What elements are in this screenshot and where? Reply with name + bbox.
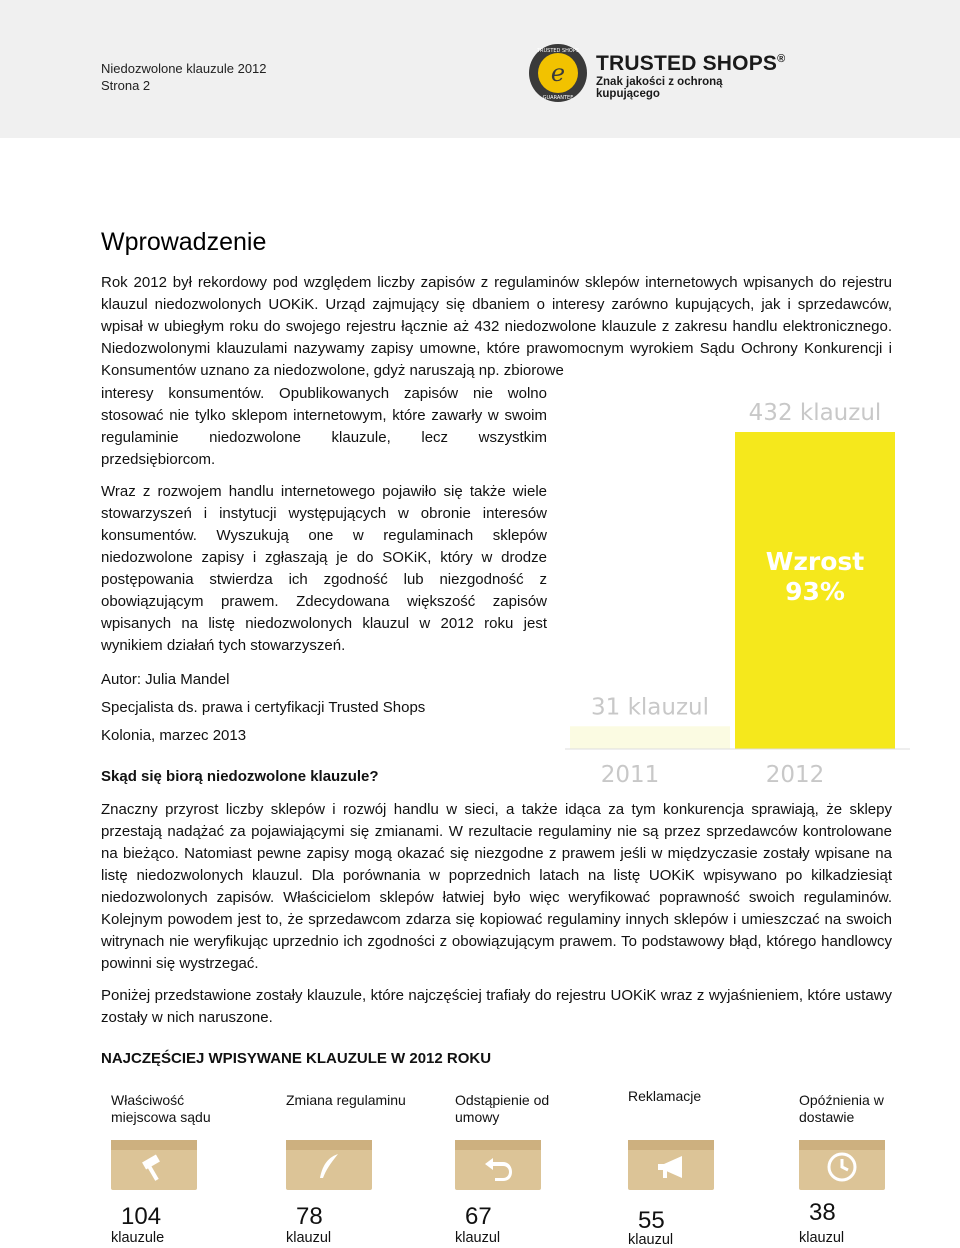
clause-unit: klauzul xyxy=(799,1230,845,1246)
doc-title: Niedozwolone klauzule 2012 xyxy=(101,61,267,76)
brand-tagline: Znak jakości z ochroną kupującego xyxy=(596,76,723,100)
clause-label: Odstąpienie od umowy xyxy=(455,1092,550,1125)
box-icon xyxy=(628,1140,714,1190)
clause-item-complaints xyxy=(628,1088,778,1248)
box-flap xyxy=(628,1140,714,1150)
trusted-shops-seal-icon xyxy=(528,43,588,103)
bar-2011 xyxy=(570,726,730,749)
author-role: Specjalista ds. prawa i certyfikacji Trusted Shops xyxy=(101,699,426,716)
clause-count: 104 xyxy=(121,1203,162,1230)
return-arrow-icon xyxy=(481,1150,515,1184)
data-label-2012: 432 klauzul xyxy=(748,400,882,426)
clause-unit: klauzul xyxy=(628,1232,674,1248)
box-icon xyxy=(799,1140,885,1190)
section-heading-intro: Wprowadzenie xyxy=(101,228,267,256)
x-tick-2011: 2011 xyxy=(600,762,660,788)
growth-bar-chart xyxy=(565,394,910,789)
x-tick-2012: 2012 xyxy=(765,762,825,788)
source-paragraph-1: Znaczny przyrost liczby sklepów i rozwój handlu w sieci, a także idąca za tym konkurencja sprawiają, że sklepy przestają nadążać za pojawiającymi się zmianami. W rezultacie regulaminy nie są przez sprzedawców kontrolowane na bieżąco. Natomiast pewne zapisy mogą okazać się niezgodne z prawem jeśli w międzyczasie zostały wpisane na listę niedozwolonych klauzul. Dla porównania w poprzednich latach na listę UOKiK wpisywano po kilkadziesiąt niedozwolonych zapisów. Właścicielom sklepów łatwiej było więc weryfikować poprawność swoich regulaminów. Kolejnym powodem jest to, że sprzedawcom zdarza się kopiować regulaminy innych sklepów i umieszczać na swoich witrynach nie weryfikując uprzednio ich zgodności z obowiązującym prawem. To podstawowy błąd, którego handlowcy powinni się wystrzegać. xyxy=(101,801,892,972)
clause-item-withdrawal xyxy=(455,1092,605,1247)
box-flap xyxy=(111,1140,197,1150)
clause-label: Reklamacje xyxy=(628,1088,702,1104)
clause-item-jurisdiction xyxy=(111,1092,261,1247)
clause-unit: klauzul xyxy=(286,1230,332,1246)
data-label-2011: 31 klauzul xyxy=(591,694,709,721)
clause-count: 55 xyxy=(638,1207,665,1234)
box-icon xyxy=(286,1140,372,1190)
megaphone-icon xyxy=(654,1150,688,1184)
clause-count: 67 xyxy=(465,1203,492,1230)
clause-item-terms-change xyxy=(286,1092,436,1247)
clause-label: Opóźnienia w dostawie xyxy=(799,1092,884,1125)
growth-annotation-label: Wzrost xyxy=(765,547,865,576)
source-paragraph-2: Poniżej przedstawione zostały klauzule, które najczęściej trafiały do rejestru UOKiK wraz z wyjaśnieniem, które ustawy zostały w nich naruszone. xyxy=(101,987,892,1026)
place-date: Kolonia, marzec 2013 xyxy=(101,727,247,744)
seal-bottom-text: GUARANTEE xyxy=(542,95,574,101)
growth-annotation-value: 93% xyxy=(785,577,845,606)
gavel-icon xyxy=(137,1150,171,1184)
box-flap xyxy=(799,1140,885,1150)
intro-paragraph-3: Wraz z rozwojem handlu internetowego pojawiło się także wiele stowarzyszeń i instytucji występujących w obronie interesów konsumentów. Wyszukują one w regulaminach sklepów niedozwolone zapisy i zgłaszają je do SOKiK, który w drodze postępowania stwierdza ich zgodność lub niezgodność z obowiązującym prawem. Zdecydowana większość zapisów wpisanych na listę niedozwolonych klauzul w 2012 roku jest wynikiem działań tych stowarzyszeń. xyxy=(101,483,547,654)
registered-mark: ® xyxy=(777,53,786,65)
intro-paragraph-1: Rok 2012 był rekordowy pod względem liczby zapisów z regulaminów sklepów internetowych wpisanych do rejestru klauzul niedozwolonych UOKiK. Urząd zajmujący się dbaniem o interesy zarówno kupujących, jak i sprzedawców, wpisał w ubiegłym roku do swojego rejestru łącznie aż 432 niedozwolone klauzule z zakresu handlu elektronicznego. Niedozwolonymi klauzulami nazywamy zapisy umowne, które prawomocnym wyrokiem Sądu Ochrony Konkurencji i Konsumentów uznano za niedozwolone, gdyż naruszają np. zbiorowe xyxy=(101,274,892,379)
brand-name-text: TRUSTED SHOPS xyxy=(596,52,778,75)
trusted-shops-logo xyxy=(528,43,788,103)
clause-label: Zmiana regulaminu xyxy=(286,1092,406,1108)
section-heading-source: Skąd się biorą niedozwolone klauzule? xyxy=(101,768,379,785)
header-meta xyxy=(101,60,267,94)
quill-icon xyxy=(312,1150,346,1184)
clause-count: 38 xyxy=(809,1199,836,1226)
clause-count: 78 xyxy=(296,1203,323,1230)
box-flap xyxy=(455,1140,541,1150)
clause-unit: klauzule xyxy=(111,1230,165,1246)
clause-item-delivery-delay xyxy=(799,1092,949,1247)
intro-paragraph-2: interesy konsumentów. Opublikowanych zapisów nie wolno stosować nie tylko sklepom internetowym, które zawarły w swoim regulaminie niedozwolone klauzule, lecz wszystkim przedsiębiorcom. xyxy=(101,385,547,468)
box-icon xyxy=(111,1140,197,1190)
page-header xyxy=(0,0,960,138)
brand-name xyxy=(596,52,785,76)
author: Autor: Julia Mandel xyxy=(101,671,230,688)
clock-icon xyxy=(825,1150,859,1184)
page-number: Strona 2 xyxy=(101,78,151,93)
seal-letter: e xyxy=(550,59,566,87)
box-icon xyxy=(455,1140,541,1190)
clause-unit: klauzul xyxy=(455,1230,501,1246)
box-flap xyxy=(286,1140,372,1150)
clause-label: Właściwość miejscowa sądu xyxy=(111,1092,211,1125)
section-heading-top-clauses: NAJCZĘŚCIEJ WPISYWANE KLAUZULE W 2012 ROKU xyxy=(101,1050,492,1067)
seal-top-text: TRUSTED SHOPS xyxy=(536,48,580,54)
